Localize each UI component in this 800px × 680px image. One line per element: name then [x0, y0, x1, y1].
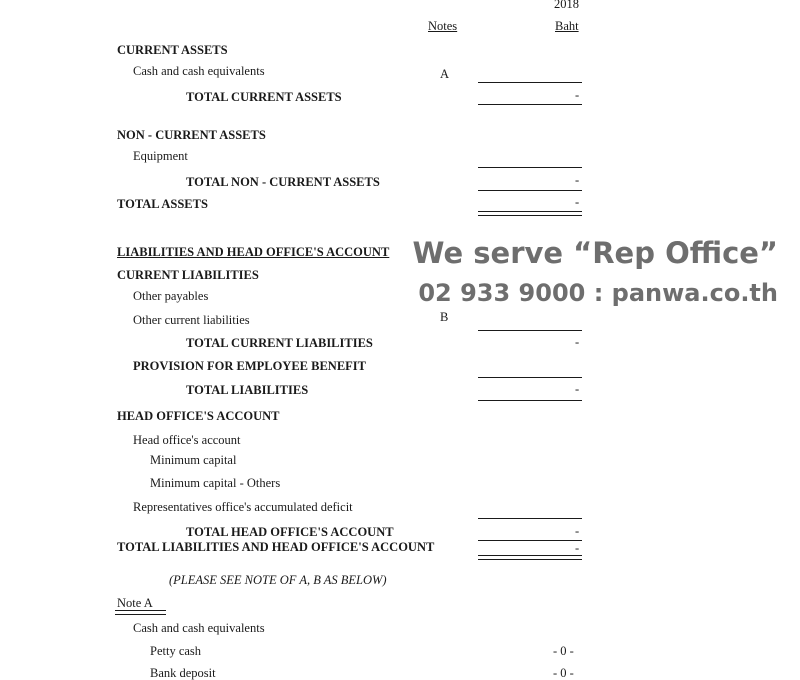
head-office-account-label: Head office's account [133, 433, 241, 447]
equipment-label: Equipment [133, 149, 188, 163]
liabilities-heading: LIABILITIES AND HEAD OFFICE'S ACCOUNT [117, 245, 390, 259]
head-office-heading: HEAD OFFICE'S ACCOUNT [117, 409, 280, 423]
total-liabilities-label: TOTAL LIABILITIES [186, 383, 309, 397]
note-instruction: (PLEASE SEE NOTE OF A, B AS BELOW) [169, 573, 387, 587]
total-current-assets-label: TOTAL CURRENT ASSETS [186, 90, 342, 104]
note-a-double-underline [115, 610, 166, 615]
grand-total-label: TOTAL LIABILITIES AND HEAD OFFICE'S ACCOUNT [117, 540, 435, 554]
total-head-office-underline [478, 540, 582, 541]
petty-cash-label: Petty cash [150, 644, 202, 658]
grand-total-value: - [575, 541, 580, 555]
total-head-office-account-label: TOTAL HEAD OFFICE'S ACCOUNT [186, 525, 394, 539]
year-header: 2018 [554, 0, 579, 11]
other-current-liabilities-note-ref: B [440, 310, 449, 324]
total-non-current-assets-value: - [575, 173, 580, 187]
provision-employee-benefit-label: PROVISION FOR EMPLOYEE BENEFIT [133, 359, 367, 373]
total-liabilities-value: - [575, 382, 580, 396]
other-payables-label: Other payables [133, 289, 209, 303]
total-assets-value: - [575, 195, 580, 209]
deficit-underline [478, 518, 582, 519]
watermark-contact: 02 933 9000 : panwa.co.th [418, 279, 778, 307]
total-current-liabilities-label: TOTAL CURRENT LIABILITIES [186, 336, 373, 350]
total-current-assets-value: - [575, 88, 580, 102]
current-assets-heading: CURRENT ASSETS [117, 43, 228, 57]
total-liabilities-underline [478, 400, 582, 401]
grand-total-double-underline [478, 555, 582, 560]
total-head-office-account-value: - [575, 524, 580, 538]
baht-column-header: Baht [555, 19, 579, 33]
accumulated-deficit-label: Representatives office's accumulated deficit [133, 500, 353, 514]
cash-label: Cash and cash equivalents [133, 64, 265, 78]
total-assets-label: TOTAL ASSETS [117, 197, 208, 211]
bank-deposit-value: - 0 - [553, 666, 574, 680]
watermark-slogan: We serve “Rep Office” [412, 236, 778, 270]
non-current-assets-heading: NON - CURRENT ASSETS [117, 128, 266, 142]
total-non-current-assets-underline [478, 190, 582, 191]
note-a-heading: Note A [117, 596, 153, 610]
bank-deposit-label: Bank deposit [150, 666, 216, 680]
current-liabilities-heading: CURRENT LIABILITIES [117, 268, 259, 282]
other-current-liabilities-underline [478, 330, 582, 331]
minimum-capital-label: Minimum capital [150, 453, 237, 467]
notes-column-header: Notes [428, 19, 458, 33]
petty-cash-value: - 0 - [553, 644, 574, 658]
total-assets-double-underline [478, 211, 582, 216]
cash-underline [478, 82, 582, 83]
note-a-cash-label: Cash and cash equivalents [133, 621, 265, 635]
total-current-liabilities-value: - [575, 335, 580, 349]
total-non-current-assets-label: TOTAL NON - CURRENT ASSETS [186, 175, 380, 189]
minimum-capital-others-label: Minimum capital - Others [150, 476, 281, 490]
equipment-underline [478, 167, 582, 168]
provision-underline [478, 377, 582, 378]
cash-note-ref: A [440, 67, 450, 81]
other-current-liabilities-label: Other current liabilities [133, 313, 250, 327]
total-current-assets-underline [478, 104, 582, 105]
